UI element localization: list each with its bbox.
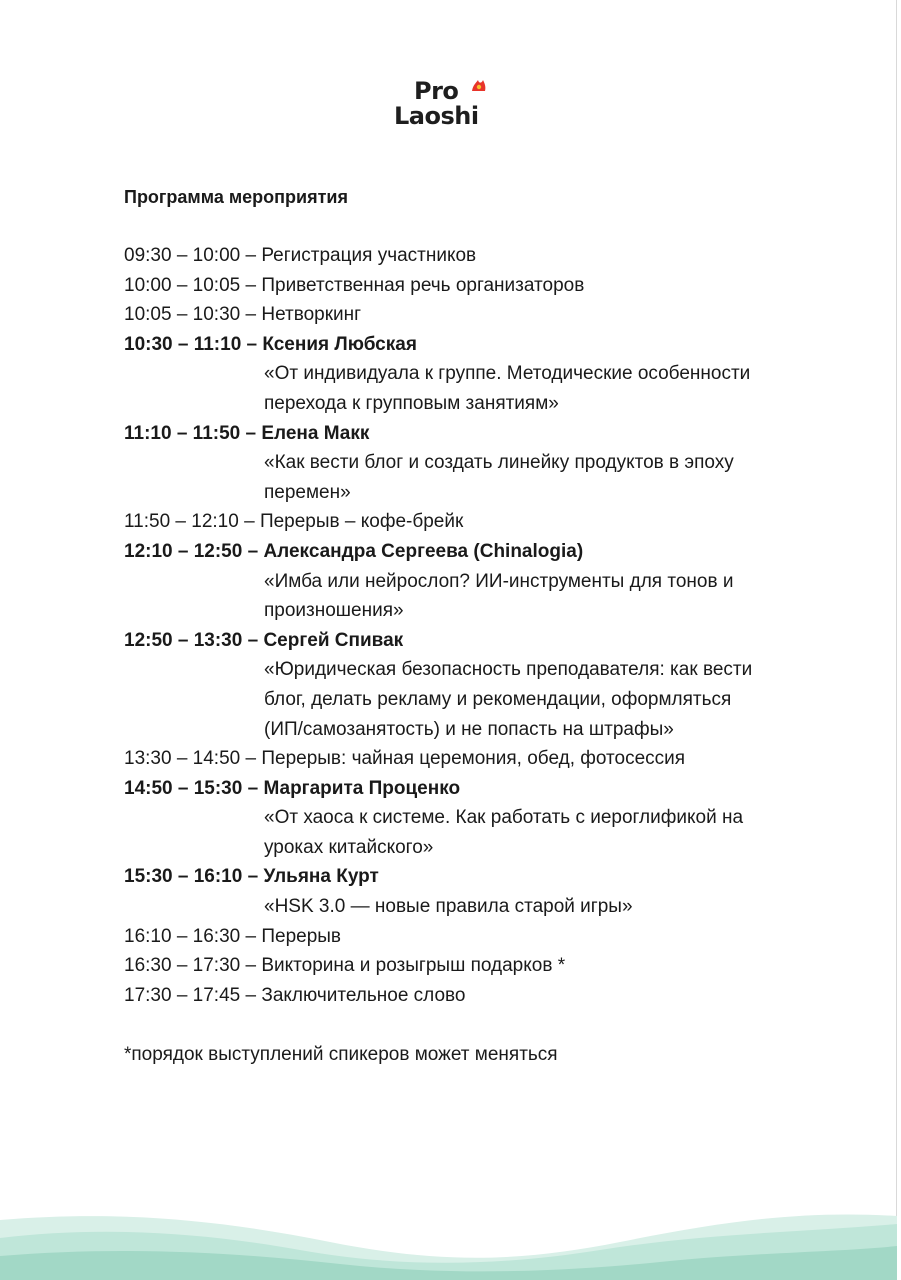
pro-laoshi-logo <box>394 78 514 136</box>
program-title: Программа мероприятия <box>124 187 348 207</box>
schedule-separator: – <box>242 629 264 651</box>
logo-line2: Laoshi <box>394 102 479 130</box>
schedule-time: 16:10 – 16:30 <box>124 925 241 947</box>
schedule-item <box>124 271 824 301</box>
speaker-name: Сергей Спивак <box>263 629 404 651</box>
schedule-time: 10:30 – 11:10 <box>124 333 242 355</box>
schedule-separator: – <box>240 984 262 1006</box>
schedule-item <box>124 922 824 952</box>
footnote: *порядок выступлений спикеров может меняться <box>124 1044 558 1066</box>
schedule-time: 14:50 – 15:30 <box>124 777 243 799</box>
schedule-time: 10:00 – 10:05 <box>124 274 241 296</box>
schedule-time: 13:30 – 14:50 <box>124 748 241 770</box>
speaker-name: Ульяна Курт <box>263 866 379 888</box>
speaker-name: Александра Сергеева (Chinalogia) <box>263 540 584 562</box>
talk-title <box>124 359 824 418</box>
speaker-name: Ксения Любская <box>262 333 417 355</box>
talk-title-line: «От индивидуала к группе. Методические особенности <box>264 363 751 385</box>
schedule-item <box>124 774 824 804</box>
schedule-activity: Перерыв <box>261 925 342 947</box>
schedule-time: 11:50 – 12:10 <box>124 511 239 533</box>
schedule-list <box>124 241 824 1010</box>
talk-title <box>124 892 824 922</box>
schedule-separator: – <box>240 422 262 444</box>
talk-title <box>124 567 824 626</box>
talk-title-line: перемен» <box>264 481 351 503</box>
schedule-activity: Приветственная речь организаторов <box>261 274 585 296</box>
schedule-separator: – <box>242 540 264 562</box>
schedule-time: 11:10 – 11:50 <box>124 422 241 444</box>
logo-flame-icon <box>470 78 488 92</box>
talk-title-line: «Имба или нейрослоп? ИИ-инструменты для тонов и <box>264 570 734 592</box>
schedule-separator: – <box>238 511 260 533</box>
schedule-separator: – <box>240 274 262 296</box>
schedule-activity: Перерыв – кофе-брейк <box>259 511 464 533</box>
talk-title-line: «Как вести блог и создать линейку продуктов в эпоху <box>264 452 734 474</box>
talk-title-line: «Юридическая безопасность преподавателя: как вести <box>264 659 753 681</box>
schedule-activity: Перерыв: чайная церемония, обед, фотосессия <box>261 748 686 770</box>
schedule-separator: – <box>240 955 262 977</box>
schedule-item <box>124 981 824 1011</box>
schedule-item <box>124 419 824 449</box>
schedule-time: 15:30 – 16:10 <box>124 866 243 888</box>
talk-title-line: (ИП/самозанятость) и не попасть на штрафы» <box>264 718 674 740</box>
schedule-time: 10:05 – 10:30 <box>124 304 241 326</box>
schedule-activity: Регистрация участников <box>261 245 477 266</box>
decorative-waves <box>0 1180 897 1280</box>
schedule-activity: Заключительное слово <box>261 984 466 1006</box>
schedule-item <box>124 537 824 567</box>
schedule-separator: – <box>241 333 263 355</box>
talk-title <box>124 803 824 862</box>
schedule-time: 12:50 – 13:30 <box>124 629 243 651</box>
talk-title-line: «От хаоса к системе. Как работать с иероглификой на <box>264 807 744 829</box>
talk-title-line: произношения» <box>264 600 404 622</box>
schedule-item <box>124 626 824 656</box>
schedule-item <box>124 507 824 537</box>
program-content <box>124 182 824 1070</box>
schedule-item <box>124 241 824 271</box>
schedule-separator: – <box>240 925 262 947</box>
talk-title <box>124 655 824 744</box>
speaker-name: Маргарита Проценко <box>263 777 461 799</box>
logo-line1: Pro <box>414 77 459 105</box>
speaker-name: Елена Макк <box>261 422 370 444</box>
schedule-separator: – <box>242 777 264 799</box>
schedule-item <box>124 862 824 892</box>
schedule-item <box>124 951 824 981</box>
talk-title <box>124 448 824 507</box>
schedule-time: 12:10 – 12:50 <box>124 540 243 562</box>
schedule-time: 09:30 – 10:00 <box>124 245 241 266</box>
talk-title-line: блог, делать рекламу и рекомендации, оформляться <box>264 688 732 710</box>
schedule-item <box>124 300 824 330</box>
talk-title-line: перехода к групповым занятиям» <box>264 392 559 414</box>
talk-title-line: уроках китайского» <box>264 836 434 858</box>
schedule-time: 17:30 – 17:45 <box>124 984 241 1006</box>
schedule-separator: – <box>242 866 264 888</box>
schedule-separator: – <box>240 304 262 326</box>
schedule-item <box>124 330 824 360</box>
schedule-separator: – <box>240 748 262 770</box>
schedule-time: 16:30 – 17:30 <box>124 955 241 977</box>
schedule-activity: Викторина и розыгрыш подарков * <box>261 955 566 977</box>
talk-title-line: «HSK 3.0 — новые правила старой игры» <box>264 896 633 918</box>
schedule-activity: Нетворкинг <box>261 304 362 326</box>
schedule-item <box>124 744 824 774</box>
schedule-separator: – <box>240 245 262 266</box>
